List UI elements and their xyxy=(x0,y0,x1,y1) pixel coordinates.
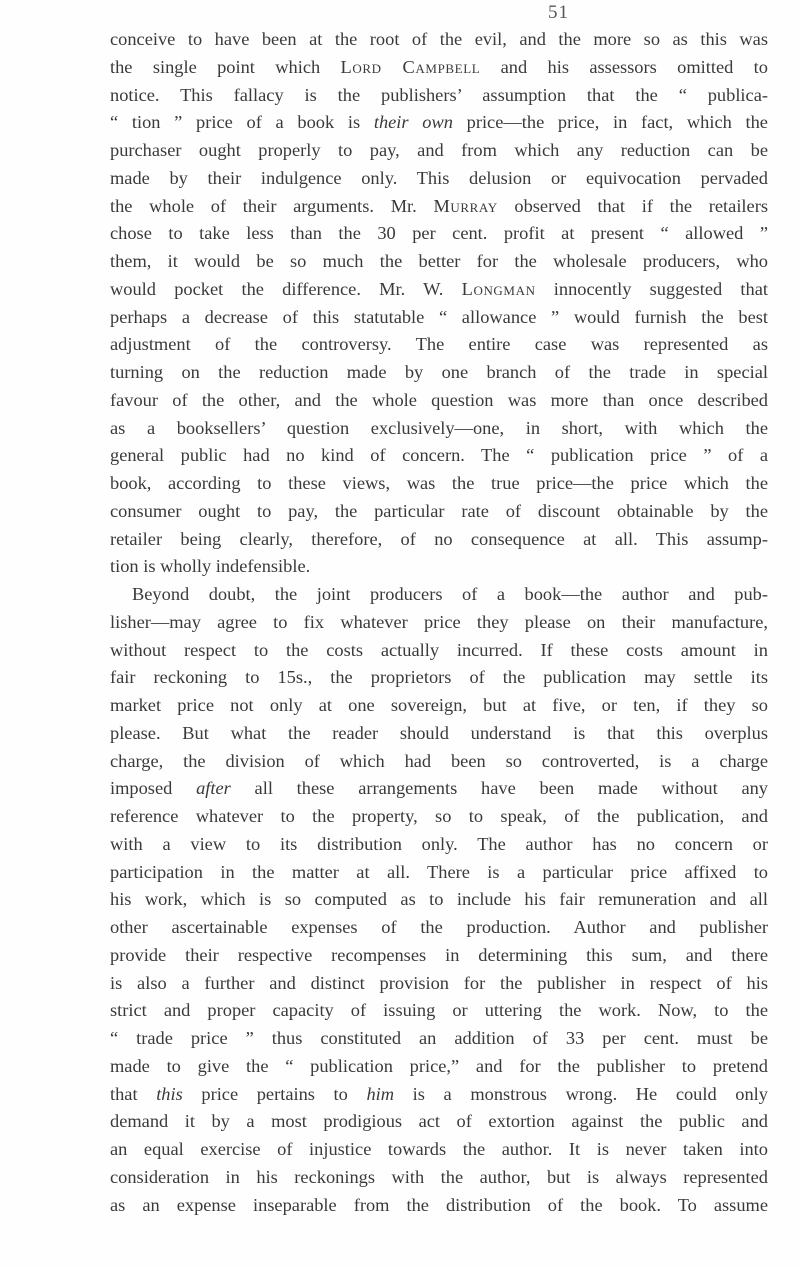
italic-text: this xyxy=(156,1083,183,1104)
text-run: adjustment of the controversy. The entire case was represented as xyxy=(110,334,768,355)
text-line xyxy=(110,775,768,803)
text-run: strict and proper capacity of issuing or uttering the work. Now, to the xyxy=(110,1000,768,1021)
text-line xyxy=(110,914,768,942)
text-line xyxy=(110,526,768,554)
italic-text: him xyxy=(366,1083,395,1104)
text-run: observed that if the retailers xyxy=(497,195,768,216)
text-run: reference whatever to the property, so to speak, of the publication, and xyxy=(110,806,768,826)
text-run: an equal exercise of injustice towards the author. It is never taken into xyxy=(110,1139,768,1159)
text-line xyxy=(110,581,768,609)
text-run: would pocket the difference. Mr. W. xyxy=(110,278,462,299)
text-line xyxy=(110,193,768,221)
body-text xyxy=(110,26,768,1219)
text-line xyxy=(110,831,768,859)
text-run: demand it by a most prodigious act of extortion against the public and xyxy=(110,1111,768,1132)
text-run: the whole of their arguments. Mr. xyxy=(110,195,434,216)
text-run: perhaps a decrease of this statutable “ allowance ” would furnish the best xyxy=(110,306,768,327)
text-run: other ascertainable expenses of the production. Author and publisher xyxy=(110,917,768,937)
text-line xyxy=(110,415,768,443)
italic-text: their own xyxy=(373,112,453,133)
text-line xyxy=(110,970,768,998)
text-run: and his assessors omitted to xyxy=(480,56,768,77)
text-line xyxy=(110,220,768,248)
text-line xyxy=(110,942,768,970)
text-line xyxy=(110,664,768,692)
text-run: as a booksellers’ question exclusively—one, in short, with which the xyxy=(110,417,768,438)
text-line xyxy=(110,609,768,637)
text-line xyxy=(110,720,768,748)
text-line xyxy=(110,1053,768,1081)
text-run: consideration in his reckonings with the author, but is always represented xyxy=(110,1166,768,1187)
text-run: his work, which is so computed as to include his fair remuneration and all xyxy=(110,889,768,910)
text-line xyxy=(110,1136,768,1164)
text-run: Beyond doubt, the joint producers of a book—the author and pub- xyxy=(132,584,768,604)
text-run: please. But what the reader should understand is that this overplus xyxy=(110,722,768,743)
text-run: turning on the reduction made by one branch of the trade in special xyxy=(110,362,768,382)
text-run: is a monstrous wrong. He could only xyxy=(394,1083,768,1104)
text-line xyxy=(110,165,768,193)
text-line xyxy=(110,54,768,82)
text-line xyxy=(110,248,768,276)
small-caps-name: Murray xyxy=(433,195,498,216)
text-line xyxy=(110,553,768,581)
text-run: as an expense inseparable from the distribution of the book. To assume xyxy=(110,1194,768,1215)
text-run: favour of the other, and the whole question was more than once described xyxy=(110,389,768,410)
text-run: made to give the “ publication price,” and for the publisher to pretend xyxy=(110,1055,768,1076)
small-caps-name: Lord Campbell xyxy=(340,56,481,77)
text-line xyxy=(110,304,768,332)
text-line xyxy=(110,498,768,526)
text-line xyxy=(110,26,768,54)
text-run: the single point which xyxy=(110,56,341,77)
text-run: notice. This fallacy is the publishers’ assumption that the “ publica- xyxy=(110,84,768,105)
text-line xyxy=(110,997,768,1025)
text-run: is also a further and distinct provision for the publisher in respect of his xyxy=(110,972,768,993)
text-run: conceive to have been at the root of the evil, and the more so as this was xyxy=(110,29,768,49)
text-run: “ tion ” price of a book is xyxy=(110,112,374,133)
text-line xyxy=(110,1164,768,1192)
text-run: book, according to these views, was the true price—the price which the xyxy=(110,473,768,493)
small-caps-name: Longman xyxy=(461,278,536,299)
text-line xyxy=(110,359,768,387)
text-run: with a view to its distribution only. The author has no concern or xyxy=(110,833,768,854)
text-run: that xyxy=(110,1083,157,1104)
text-run: fair reckoning to 15s., the proprietors of the publication may settle its xyxy=(110,667,768,688)
text-run: market price not only at one sovereign, but at five, or ten, if they so xyxy=(110,695,768,715)
text-run: price pertains to xyxy=(182,1083,367,1104)
text-run: imposed xyxy=(110,778,197,799)
text-line xyxy=(110,748,768,776)
text-line xyxy=(110,803,768,831)
text-run: innocently suggested that xyxy=(535,278,768,299)
text-line xyxy=(110,859,768,887)
text-run: without respect to the costs actually incurred. If these costs amount in xyxy=(110,639,768,660)
text-line xyxy=(110,470,768,498)
text-run: lisher—may agree to fix whatever price they please on their manufacture, xyxy=(110,611,768,632)
text-run: chose to take less than the 30 per cent. profit at present “ allowed ” xyxy=(110,223,768,244)
page-number: 51 xyxy=(548,2,569,23)
italic-text: after xyxy=(196,778,231,799)
text-run: charge, the division of which had been so controverted, is a charge xyxy=(110,750,768,771)
text-run: general public had no kind of concern. The “ publication price ” of a xyxy=(110,445,768,466)
text-run: them, it would be so much the better for the wholesale producers, who xyxy=(110,251,768,271)
text-run: purchaser ought properly to pay, and from which any reduction can be xyxy=(110,140,768,160)
text-line xyxy=(110,387,768,415)
text-run: retailer being clearly, therefore, of no consequence at all. This assump- xyxy=(110,528,768,549)
text-run: “ trade price ” thus constituted an addition of 33 per cent. must be xyxy=(110,1028,768,1048)
text-line xyxy=(110,442,768,470)
text-run: participation in the matter at all. There is a particular price affixed to xyxy=(110,861,768,882)
text-line xyxy=(110,276,768,304)
text-run: made by their indulgence only. This delusion or equivocation pervaded xyxy=(110,167,768,188)
text-run: price—the price, in fact, which the xyxy=(452,112,768,133)
text-line xyxy=(110,1025,768,1053)
text-run: consumer ought to pay, the particular rate of discount obtainable by the xyxy=(110,500,768,521)
text-line xyxy=(110,137,768,165)
text-run: provide their respective recompenses in determining this sum, and there xyxy=(110,944,768,965)
text-line xyxy=(110,109,768,137)
text-line xyxy=(110,1108,768,1136)
text-line xyxy=(110,1081,768,1109)
text-line xyxy=(110,331,768,359)
text-run: all these arrangements have been made without any xyxy=(230,778,768,799)
text-line xyxy=(110,637,768,665)
text-line xyxy=(110,1192,768,1220)
text-run: tion is wholly indefensible. xyxy=(110,556,311,577)
text-line xyxy=(110,82,768,110)
text-line xyxy=(110,692,768,720)
text-line xyxy=(110,886,768,914)
